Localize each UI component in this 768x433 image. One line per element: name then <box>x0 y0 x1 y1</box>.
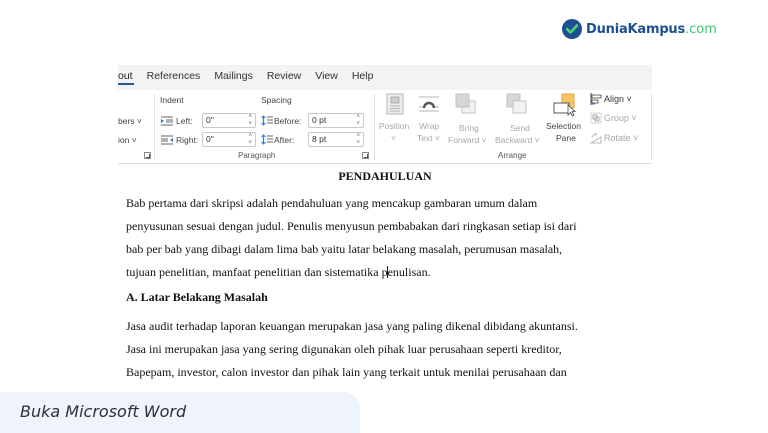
paragraph-launcher-icon[interactable] <box>362 152 369 159</box>
page-setup-launcher-icon[interactable] <box>144 152 151 159</box>
ribbon-tabs <box>118 65 652 87</box>
indent-right-icon <box>161 135 173 145</box>
paragraph-line: Jasa ini merupakan jasa yang sering digunakan oleh pihak luar perusahaan seperti kreditor, <box>126 342 562 356</box>
group-separator <box>374 94 375 160</box>
tab-mailings[interactable]: Mailings <box>214 70 253 82</box>
paragraph-line: Bapepam, investor, calon investor dan pihak lain yang terkait untuk menilai perusahaan dan <box>126 365 567 379</box>
position-icon <box>386 93 404 115</box>
line-numbers-dropdown[interactable]: bers ˅ <box>118 116 142 126</box>
spacing-before-icon <box>261 115 273 126</box>
document-title: PENDAHULUAN <box>338 169 432 183</box>
section-heading: A. Latar Belakang Masalah <box>126 290 268 304</box>
group-objects-icon <box>590 112 602 124</box>
indent-right-label: Right: <box>176 135 199 145</box>
bring-forward-icon <box>455 93 477 115</box>
paragraph-line: penyusunan sesuai dengan judul. Penulis menyusun pembabakan dari ringkasan setiap isi dari <box>126 219 577 233</box>
document-page[interactable] <box>118 164 652 394</box>
checkmark-badge-icon <box>562 19 582 39</box>
paragraph-group-title: Paragraph <box>238 151 276 160</box>
caption-text: Buka Microsoft Word <box>20 402 187 421</box>
spacing-after-icon <box>261 134 273 145</box>
paragraph-line: bab per bab yang dibagi dalam lima bab yaitu latar belakang masalah, perumusan masalah, <box>126 242 563 256</box>
hyphenation-dropdown[interactable]: ion ˅ <box>118 135 137 145</box>
tab-layout[interactable]: out <box>118 65 140 87</box>
spacing-before-label: Before: <box>274 116 302 126</box>
spacing-before-input[interactable]: 0 pt ˄ ˅ <box>308 113 364 128</box>
paragraph-line: Bab pertama dari skripsi adalah pendahuluan yang mencakup gambaran umum dalam <box>126 196 538 210</box>
spin-arrows-icon[interactable]: ˄ ˅ <box>248 133 252 146</box>
group-separator <box>154 94 155 160</box>
selection-pane-icon <box>553 93 579 117</box>
paragraph-line: Jasa audit terhadap laporan keuangan merupakan jasa yang paling dikenal dibidang akuntansi. <box>126 319 578 333</box>
spin-arrows-icon[interactable]: ˄ ˅ <box>356 114 360 127</box>
brand-logo <box>562 19 717 39</box>
wrap-text-icon <box>418 95 440 113</box>
send-backward-icon <box>506 93 528 115</box>
spacing-after-label: After: <box>274 135 295 145</box>
indent-left-label: Left: <box>176 116 193 126</box>
word-ribbon <box>118 65 652 164</box>
spin-arrows-icon[interactable]: ˄ ˅ <box>248 114 252 127</box>
indent-left-icon <box>161 116 173 126</box>
tab-help[interactable]: Help <box>351 70 374 82</box>
brand-name: DuniaKampus <box>586 21 686 37</box>
tab-view[interactable]: View <box>315 70 338 82</box>
indent-left-input[interactable]: 0" ˄ ˅ <box>202 113 256 128</box>
caption-banner <box>0 392 360 433</box>
indent-label: Indent <box>160 95 184 105</box>
spacing-after-input[interactable]: 8 pt ˄ ˅ <box>308 132 364 147</box>
brand-tld: .com <box>685 21 717 37</box>
tab-review[interactable]: Review <box>266 70 302 82</box>
group-separator <box>651 94 652 160</box>
spin-arrows-icon[interactable]: ˄ ˅ <box>356 133 360 146</box>
tab-references[interactable]: References <box>146 70 201 82</box>
align-icon <box>590 93 602 105</box>
ribbon-body: bers ˅ ion ˅ Indent Spacing Left: 0" ˄ ˅ Right: 0" ˄ ˅ Before: 0 pt ˄ ˅ After: 8 pt ˄ ˅ Paragraph Position ˅ Wrap Text ˅ Bring Forward ˅ Send Backward ˅ Selection Pane Align ˅ Group ˅ Rotate ˅ Arrange <box>118 90 652 164</box>
paragraph-line: tujuan penelitian, manfaat penelitian dan sistematika penulisan. <box>126 265 431 279</box>
rotate-icon <box>590 132 602 144</box>
arrange-group-title: Arrange <box>498 151 527 160</box>
spacing-label: Spacing <box>261 95 292 105</box>
indent-right-input[interactable]: 0" ˄ ˅ <box>202 132 256 147</box>
